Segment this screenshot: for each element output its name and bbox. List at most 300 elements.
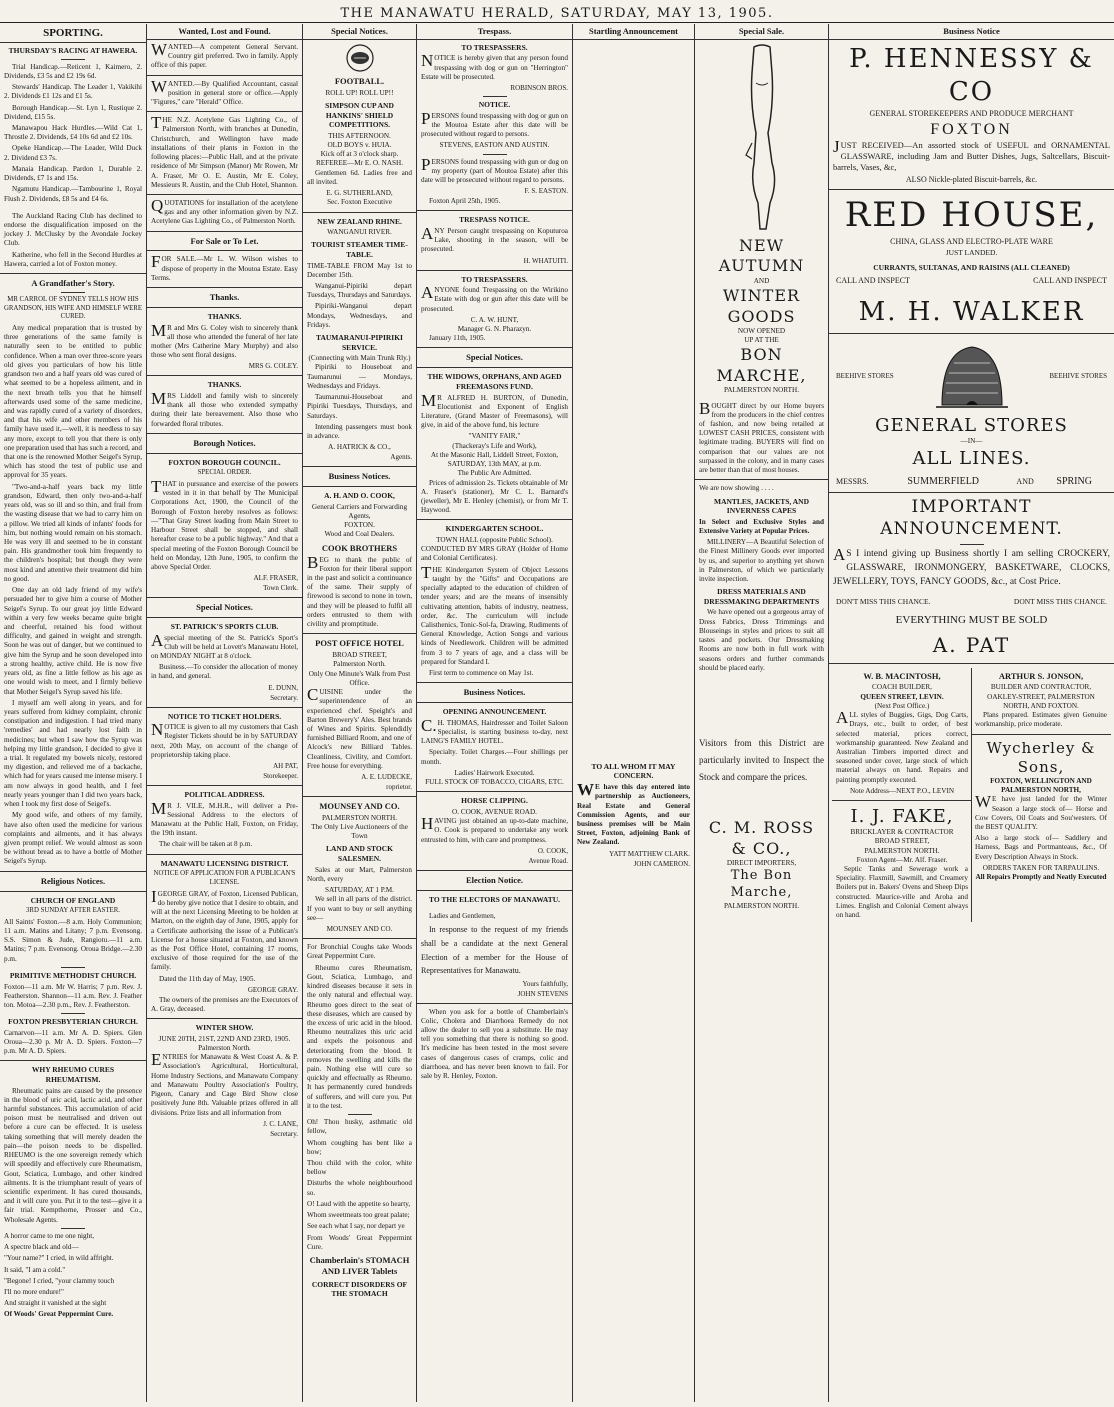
race-result: Opeke Handicap.—The Leader, Wild Duck 2. Dividend £3 7s.	[4, 144, 142, 162]
divider	[147, 307, 302, 308]
wycherley-title: Wycherley & Sons,	[986, 738, 1096, 776]
licensing-body: IGEORGE GRAY, of Foxton, Licensed Publican, do hereby give notice that I desire to obtain, and will at the next Licensing Meeting to be holden at Marton, on the eighth day of June, 1905, apply for a Certificate authorising the issue of a Publican's License for a house situated at Foxton, and known as the Post Office Hotel, containing 17 rooms, exclusive of those required for the use of the family.	[151, 886, 298, 972]
call-inspect-row	[833, 276, 1110, 286]
divider	[61, 292, 85, 293]
patrick-business: Business.—To consider the allocation of money in hand, and general.	[151, 663, 298, 681]
poem-line: Thou child with the color, white bellow	[307, 1159, 412, 1177]
fake-agent: Foxton Agent—Mr. Alf. Fraser.	[856, 855, 948, 864]
dress-materials: DRESS MATERIALS AND DRESSMAKING DEPARTMENTS	[703, 587, 820, 606]
currants: CURRANTS, SULTANAS, AND RAISINS (ALL CLEANED)	[873, 263, 1070, 273]
licensing-signature: GEORGE GRAY.	[247, 985, 298, 994]
horse-sub: O. COOK, AVENUE ROAD.	[452, 807, 537, 816]
section-heading: Thanks.	[209, 292, 240, 303]
beehive-left: BEEHIVE STORES	[836, 371, 894, 380]
summerfield-and: AND	[1016, 476, 1034, 486]
taumaranui-title: TAUMARANUI-PIPIRIKI SERVICE.	[316, 333, 403, 352]
wycherley-sub: FOXTON, WELLINGTON AND PALMERSTON NORTH,	[990, 776, 1092, 795]
mounsey-title: MOUNSEY AND CO.	[319, 800, 400, 811]
fake-body: Septic Tanks and Sewerage work a Speciality. Flaxmill, Sawmill, and Creamery Boilers put in. Bakers' Ovens and Sheep Dips constructed. Maurice-ville and Aroha and Limes. English and Colonial Cement always on hand.	[836, 864, 968, 920]
divider	[147, 597, 302, 598]
taumaranui-sub: (Connecting with Main Trunk Rly.)	[308, 354, 411, 363]
thomas-body: C.H. THOMAS, Hairdresser and Toilet Saloon Specialist, is starting business to-day, next LAING'S FAMILY HOTEL.	[421, 715, 568, 746]
poem-line: Whom coughing has bent like a bow;	[307, 1138, 412, 1156]
grandfather-title: A Grandfather's Story.	[31, 278, 115, 289]
section-heading: Business Notices.	[463, 687, 526, 698]
fake-street: BROAD STREET,	[874, 837, 930, 846]
horse-body: HAVING just obtained an up-to-date machine, O. Cook is prepared to undertake any work entrusted to him, with care and promptness.	[421, 814, 568, 844]
beehive-illustration	[927, 338, 1017, 414]
foxton-label: FOXTON	[930, 120, 1013, 138]
election-body: In response to the request of my friends shall be a candidate at the next General Election of a member for the House of Representatives for Manawatu.	[421, 925, 568, 976]
divider	[417, 702, 572, 703]
admission: Gentlemen 6d. Ladies free and all invited.	[307, 168, 412, 186]
poem-line: See each what I say, nor depart ye	[307, 1222, 405, 1231]
jonson-sub: BUILDER AND CONTRACTOR,	[990, 683, 1092, 692]
important-announcement: IMPORTANT ANNOUNCEMENT.	[880, 497, 1063, 540]
divider	[829, 663, 1114, 664]
divider	[147, 111, 302, 112]
fake-title: I. J. FAKE,	[850, 806, 954, 828]
divider	[832, 800, 972, 801]
burton-body: MR ALFRED H. BURTON, of Dunedin, Elocutionist and Exponent of English Literature, (Grand Master of Freemasons), will give, in aid of the above fund, his lecture	[421, 390, 568, 430]
kickoff: Kick off at 3 o'clock sharp.	[320, 150, 399, 159]
column-heading: Special Notices.	[303, 24, 416, 40]
trespass-role: Manager G. N. Pharazyn.	[457, 325, 532, 334]
rheumo-title: WHY RHEUMO CURES RHEUMATISM.	[31, 1065, 115, 1085]
mantles: MANTLES, JACKETS, AND INVERNESS CAPES	[713, 496, 810, 516]
divider	[417, 682, 572, 683]
up-at-the: UP AT THE	[744, 336, 779, 345]
column-heading: Trespass.	[417, 24, 572, 40]
column-special-notices	[302, 24, 416, 1402]
trespassers-title: TO TRESPASSERS.	[461, 42, 528, 52]
racing-title: THURSDAY'S RACING AT HAWERA.	[8, 46, 138, 56]
divider	[303, 466, 416, 467]
football-title: FOOTBALL.	[334, 75, 385, 86]
winter-body: ENTRIES for Manawatu & West Coast A. & P. Association's Agricultural, Horticultural, Home Industry Sections, and Manawatu Company and Manawatu Poultry Association's Poultry, Pigeon, Canary and Cage Bird Show close positively June 8th. Valuable prizes offered in all divisions. Prize lists and all information from	[151, 1050, 298, 1117]
council-role: Town Clerk.	[263, 584, 298, 593]
macintosh-sub: COACH BUILDER,	[872, 683, 932, 692]
winter-dates: JUNE 20TH, 21ST, 22ND AND 23RD, 1905.	[158, 1034, 291, 1043]
post-role: roprietor.	[386, 783, 412, 791]
council-title: FOXTON BOROUGH COUNCIL.	[168, 457, 281, 467]
divider	[303, 212, 416, 213]
poem-line: It said, "I am a cold."	[4, 1265, 66, 1274]
divider	[147, 785, 302, 786]
poem-line: A horror came to me one night,	[4, 1231, 95, 1240]
kindergarten-term: First term to commence on May 1st.	[429, 669, 534, 678]
rheumo-ad: Rheumo cures Rheumatism, Gout, Sciatica, Lumbago, and kindred diseases because it sets in the only natural and effectual way. Rheumo goes direct to the seat of these diseases, which are caused by the excess of uric acid in the blood. Rheumo neutralizes this uric acid and expels the poisonous and deteriorating from the blood. It removes the swelling and kills the pain. Nothing else will cure so quickly and effectually as Rheumo. It has permanently cured hundreds of sufferers, and will cure you. Put it to the test.	[307, 963, 412, 1110]
divider	[417, 347, 572, 348]
column-heading: Business Notice	[829, 24, 1114, 40]
wycherley-repairs: All Repairs Promptly and Neatly Executed	[975, 873, 1107, 882]
trespass-notice: NOTICE is hereby given that any person found trespassing with dog or gun on "Herrington" Estate will be prosecuted.	[421, 51, 568, 81]
all-lines: ALL LINES.	[912, 447, 1031, 469]
macintosh-address: QUEEN STREET, LEVIN.	[860, 692, 944, 701]
methodist-title: PRIMITIVE METHODIST CHURCH.	[9, 970, 137, 980]
cook-place: FOXTON.	[344, 521, 375, 530]
divider	[147, 75, 302, 76]
cook-body: BEG to thank the public of Foxton for their liberal support in the past and solicit a continuance of the same. Their supply of firewood is second to none in town, and they will be pleased to fulfil all orders entrusted to them with civility and promptitude.	[307, 552, 412, 629]
trespass-signature: H. WHATUITI.	[523, 256, 568, 265]
rheumo-body: Rheumatic pains are caused by the presence in the blood of uric acid, lactic acid, and other harmful substances. This accumulation of acid poison must be neutralised and driven out before a cure can be effected. It is useless taking something that will merely deaden the pain—the poison needs to be dispelled. RHEUMO is the one sovereign remedy which will speedily and effectively cure Rheumatism, Gout, Sciatica, Lumbago, and other kindred ailments. It is the triumphant result of years of scientific experiment. It has cured thousands, and it will cure you. Put it to the test—give it a fair trial. Kempthorne, Prosser and Co., Wholesale Agents.	[4, 1086, 142, 1224]
political-chair: The chair will be taken at 8 p.m.	[159, 840, 253, 849]
jonson-title: ARTHUR S. JONSON,	[998, 670, 1084, 681]
divider	[829, 492, 1114, 493]
race-result: Borough Handicap.—St. Lyn 1, Rustique 2. Dividend, £15 5s.	[4, 103, 142, 121]
hatrick-signature: A. HATRICK & CO.,	[328, 443, 391, 452]
beehive-right: BEEHIVE STORES	[1049, 371, 1107, 380]
divider	[147, 287, 302, 288]
macintosh-body: ALL styles of Buggies, Gigs, Dog Carts, Drays, etc., built to order, of best selected material, prices correct, workmanship guaranteed. New Zealand and Australian Timbers imported direct and seasoned under cover, large stock of which material always on hand. Repairs and painting promptly executed.	[836, 708, 968, 784]
licensing-owners: The owners of the premises are the Executors of A. Gray, deceased.	[151, 995, 298, 1013]
divider	[417, 791, 572, 792]
river: WANGANUI RIVER.	[327, 228, 392, 237]
steamer-title: TOURIST STEAMER TIME-TABLE.	[311, 240, 408, 259]
divider	[960, 544, 984, 545]
divider	[147, 231, 302, 232]
article-paragraph: Any medical preparation that is trusted by three generations of the same family is naturally seen to be entitled to public confidence. When a man over three-score years old gives you particulars of how his little grandson two and a half years old was cured of what seemed to be a hopeless ailment, and in the next breath tells you that he himself afterwards used some of the same medicine, and was rapidly cured of a variety of disorders, and that his wife and other members of his family have used it,—well, it is needless to say any more, except to tell you that there is only one preparation used that has such a record, and that one is the renowned Mother Seigel's Syrup, which has stood the test of public use and approval for 35 years.	[4, 323, 142, 480]
ticket-signature: AH PAT,	[273, 762, 298, 771]
section-heading: Business Notices.	[328, 471, 391, 482]
new-autumn: NEW AUTUMN	[718, 235, 805, 276]
just-received: JUST RECEIVED—An assorted stock of USEFUL and ORNAMENTAL GLASSWARE, including Jam and Butter Dishes, Jugs, Saltcellars, Biscuit-barrels, Vases, &c,	[833, 137, 1110, 172]
poem-line: "Your name?" I cried, in wild affright.	[4, 1254, 114, 1263]
divider	[0, 1060, 146, 1061]
summerfield-name: SUMMERFIELD	[907, 475, 980, 487]
trespass-notice: PERSONS found trespassing with gun or dog on my property (part of Moutoa Estate) after this date will be prosecuted without regard to persons.	[421, 154, 568, 184]
notice-title: NOTICE.	[478, 100, 511, 110]
post-place: Palmerston North.	[333, 660, 386, 669]
partner-signature: JOHN CAMERON.	[633, 859, 690, 868]
miss-left: DON'T MISS THIS CHANCE.	[836, 597, 931, 607]
opening-title: OPENING ANNOUNCEMENT.	[442, 707, 547, 717]
presbyterian-services: Carnarvon—11 a.m. Mr A. D. Spiers. Glen Oroua—2.30 p. Mr A. D. Spiers. Foxton—7 p.m. Mr A. D. Spiers.	[4, 1028, 142, 1056]
this-afternoon: THIS AFTERNOON.	[328, 131, 391, 140]
fake-place: PALMERSTON NORTH.	[864, 846, 940, 855]
column-special-sale	[694, 24, 828, 1402]
walker-title: M. H. WALKER	[858, 297, 1085, 328]
cook-brothers: COOK BROTHERS	[321, 542, 398, 553]
millinery: MILLINERY—A Beautiful Selection of the Finest Millinery Goods ever imported by us, and superior to anything yet shown in Palmerston, of which we particularly invite inspection.	[699, 538, 824, 584]
acetylene-quote: QUOTATIONS for installation of the acetylene gas and any other information given by N.Z. Acetylene Gas Lighting Co., of Palmerston North.	[151, 195, 298, 226]
widows-title: THE WIDOWS, ORPHANS, AND AGED FREEMASONS FUND.	[427, 372, 562, 391]
concern-title: TO ALL WHOM IT MAY CONCERN.	[591, 761, 676, 781]
chamberlain-tagline: CORRECT DISORDERS OF THE STOMACH	[311, 1279, 408, 1299]
china-glass: CHINA, GLASS AND ELECTRO-PLATE WARE	[890, 237, 1053, 247]
just-landed: JUST LANDED.	[945, 247, 998, 257]
partner-signature: YATT MATTHEW CLARK.	[609, 849, 690, 858]
trespass-signature: STEVENS, EASTON AND AUSTIN.	[439, 141, 550, 150]
trespass-notice-title: TRESPASS NOTICE.	[459, 215, 530, 225]
church-subtitle: 3RD SUNDAY AFTER EASTER.	[26, 907, 120, 915]
ticket-body: NOTICE is given to all my customers that Cash Register Tickets should be in by SATURDAY next, 20th May, on account of the change of proprietorship taking place.	[151, 720, 298, 759]
post-office-hotel: POST OFFICE HOTEL	[315, 638, 404, 649]
column-wanted	[146, 24, 302, 1402]
timetable: TIME-TABLE FROM May 1st to December 15th.	[307, 261, 412, 279]
bon-marche: BON MARCHE,	[716, 345, 807, 385]
race-result: Ngamutu Handicap.—Tambourine 1, Royal Flush 2. Dividends, £8 5s and £4 6s.	[4, 185, 142, 203]
and-label: AND	[753, 276, 770, 285]
post-signature: A. E. LUDECKE,	[361, 773, 412, 782]
poem-line: Whom sweetmeats too great palate;	[307, 1211, 410, 1220]
sales: Sales at our Mart, Palmerston North, every	[307, 865, 412, 883]
wycherley-orders: ORDERS TAKEN FOR TARPAULINS.	[982, 863, 1100, 872]
cook-sub: General Carriers and Forwarding Agents,	[311, 502, 408, 521]
poem-line: Of Woods' Great Peppermint Cure.	[4, 1310, 114, 1319]
football-icon	[345, 43, 375, 73]
public-admitted: The Public Are Admitted.	[457, 469, 532, 478]
visitors: Visitors from this District are particularly invited to Inspect the Stock and compare the prices.	[699, 737, 824, 783]
election-salutation: Ladies and Gentlemen,	[429, 912, 496, 921]
grandfather-subtitle: MR CARROL OF SYDNEY TELLS HOW HIS GRANDSON, HIS WIFE AND HIMSELF WERE CURED.	[4, 295, 142, 321]
divider	[147, 194, 302, 195]
race-result: Manawapou Hack Hurdles.—Wild Cat 1, Throstle 2. Dividends, £4 10s 6d and £2 10s.	[4, 123, 142, 142]
wanted-ad: WANTED—A competent General Servant. Country girl preferred. Two in family. Apply office of this paper.	[151, 39, 298, 70]
divider	[417, 890, 572, 891]
bronchial-ad: For Bronchial Coughs take Woods Great Peppermint Cure.	[307, 943, 412, 961]
race-result: Stewards' Handicap. The Leader 1, Vakikihi 2. Dividends £1 12s and £1 5s.	[4, 83, 142, 101]
divider	[303, 796, 416, 797]
divider	[303, 633, 416, 634]
football-signature: E. G. SUTHERLAND,	[326, 189, 393, 198]
trespass-notice: ANY Person caught trespassing on Koputuroa Lake, shooting in the season, will be prosecuted.	[421, 223, 568, 254]
thanks-body: MR and Mrs G. Coley wish to sincerely thank all those who attended the funeral of her late mother (Mrs Catherine Mary Murphy) and also those who sent floral designs.	[151, 320, 298, 360]
chamberlain-tablets: Chamberlain's STOMACH AND LIVER Tablets	[309, 1254, 410, 1276]
patrick-body: Aspecial meeting of the St. Patrick's Sport's Club will be held at Lovett's Manawatu Hotel, on MONDAY NIGHT at 8 o'clock.	[151, 630, 298, 661]
trespassers-title: TO TRESPASSERS.	[461, 274, 528, 284]
full-stock: FULL STOCK OF TOBACCO, CIGARS, ETC.	[425, 778, 564, 787]
poem-line: Oh! Thou husky, asthmatic old fellow,	[307, 1118, 412, 1136]
divider	[348, 1114, 372, 1115]
column-sporting	[0, 24, 146, 1402]
divider	[417, 1003, 572, 1004]
timetable-line: Pipiriki-Wanganui depart Mondays, Wednesdays, and Fridays.	[307, 302, 412, 329]
trespass-signature: C. A. W. HUNT,	[470, 315, 519, 324]
poem-line: "Begone! I cried, "your clammy touch	[4, 1276, 115, 1285]
everything-sold: EVERYTHING MUST BE SOLD	[895, 613, 1048, 626]
divider	[61, 59, 85, 60]
trespass-date: January 11th, 1905.	[429, 334, 486, 343]
special-order: SPECIAL ORDER.	[197, 469, 252, 477]
section-heading: Election Notice.	[465, 874, 524, 885]
kindergarten-body: THE Kindergarten System of Object Lessons taught by the "Gifts" and Occupations are specially adapted to the education of children of tender years; and are the means of insensibly cultivating attention, habits of industry, neatness, order, &c. The curriculum will include Calisthenics, Tonic-Sol-fa, Drawing, Rudiments of General Knowledge, Action Songs and various kinds of Needlework. Children will be admitted from 3 to 7 years of age, and a class will be prepared for Standard I.	[421, 562, 568, 666]
bottom-ads	[833, 668, 1110, 923]
divider	[829, 189, 1114, 190]
giving-up: AS I intend giving up Business shortly I am selling CROCKERY, GLASSWARE, IRONMONGERY, BASKETWARE, CLOCKS, JEWELLERY, TOYS, FANCY GOODS, &c., at Cost Price.	[833, 544, 1110, 587]
trespass-notice: PERSONS found trespassing with dog or gun on the Moutoa Estate after this date will be prosecuted without regard to persons.	[421, 108, 568, 139]
article-paragraph: "Two-and-a-half years back my little grandson, Edward, then only two-and-a-half years old, was so ill and so thin, and frail from the wasting disease that we had to carry him on a pillow. We tried all kinds of infants' foods for him, but nothing would remain on his stomach. He was very ill and seemed to be in constant pain. His grandmother took him frequently to the children's hospital; but though they were most kind and attentive their treatment did him no good.	[4, 482, 142, 583]
divider	[417, 270, 572, 271]
column-startling	[572, 24, 694, 1402]
divider	[147, 1018, 302, 1019]
partnership-body: WE have this day entered into partnership as Auctioneers, Real Estate and General Commission Agents, and our business premises will be Main Street, Foxton, adjoining Bank of New Zealand.	[577, 780, 690, 847]
trespass-signature: F. S. EASTON.	[524, 187, 568, 196]
divider	[147, 250, 302, 251]
miss-row	[833, 597, 1110, 607]
methodist-services: Foxton—11 a.m. Mr W. Harris; 7 p.m. Rev. J. Featherston. Shannon—11 a.m. Rev. J. Feather ton. Motoa—2.30 p.m., Rev. J. Featherston.	[4, 982, 142, 1009]
roll-up: ROLL UP! ROLL UP!!	[325, 88, 394, 97]
thanks-signature: MRS G. COLEY.	[248, 362, 298, 371]
wycherley-also: Also a large stock of— Saddlery and Harness, Bags and Portmanteaus, &c., Of Every Description Always in Stock.	[975, 834, 1107, 861]
trespass-notice: ANYONE found Trespassing on the Wirikino Estate with dog or gun after this date will be prosecuted.	[421, 283, 568, 313]
column-heading: SPORTING.	[0, 24, 146, 43]
religious-heading: Religious Notices.	[40, 875, 106, 886]
palmerston-north: PALMERSTON NORTH.	[723, 386, 800, 395]
ticket-prices: Prices of admission 2s. Tickets obtainable of Mr A. Fraser's (stationer), Mr C. L. Barnard's (jeweller), Mr E. Henley (chemist), or from Mr T. Haywood.	[421, 478, 568, 515]
licensing-title: MANAWATU LICENSING DISTRICT.	[160, 858, 289, 868]
beehive-row	[833, 338, 1110, 414]
race-result: Trial Handicap.—Reticent 1, Kaimero, 2. Dividends, £3 5s and £2 19s 6d.	[4, 62, 142, 80]
summerfield-row	[833, 476, 1110, 489]
select-styles: In Select and Exclusive Styles and Extensive Variety at Popular Prices.	[699, 517, 824, 535]
cholera-ad: When you ask for a bottle of Chamberlain's Colic, Cholera and Diarrhoea Remedy do not allow the dealer to sell you a substitute. He may tell you something that there is nothing so good. It's medicine has been tested in the most severe cases of dangerous cases of cramps, colic and diarrhoea, and has never been known to fail. For sale by R. Henley, Foxton.	[421, 1007, 568, 1081]
a-pat: A. PAT	[932, 632, 1011, 657]
column-heading: Startling Announcement	[573, 24, 694, 40]
poem-line: From Woods' Great Peppermint Cure.	[307, 1233, 412, 1251]
section-heading: Borough Notices.	[193, 437, 256, 448]
general-stores: GENERAL STORES	[875, 415, 1068, 437]
rhine-title: NEW ZEALAND RHINE.	[317, 216, 402, 226]
masthead-title: THE MANAWATU HERALD, SATURDAY, MAY 13, 1905.	[340, 6, 774, 21]
beehive-icon	[932, 341, 1012, 411]
article-paragraph: My good wife, and others of my family, have also often used the medicine for various complaints and ailments, and it has always given prompt relief. We would almost as soon be without bread as to have a bottle of Mother Seigel's Syrup.	[4, 811, 142, 866]
poem-line: I'll no more endure!"	[4, 1287, 64, 1296]
direct-importers: DIRECT IMPORTERS,	[726, 859, 797, 868]
divider	[0, 273, 146, 274]
section-heading: For Sale or To Let.	[190, 235, 259, 246]
vanity-sub: (Thackeray's Life and Work),	[452, 441, 537, 450]
political-title: POLITICAL ADDRESS.	[184, 789, 265, 799]
race-result: Manaia Handicap. Pardon 1, Durable 2. Dividends, £7 1s and 15s.	[4, 164, 142, 183]
patrick-signature: E. DUNN,	[268, 683, 298, 692]
thanks-title: THANKS.	[207, 312, 242, 321]
divider	[971, 734, 1111, 735]
bought-body: BOUGHT direct by our Home buyers from the producers in the chief centres of fashion, and now being retailed at LOWEST CASH PRICES, consistent with legitimate trading. BUYERS will find on comparison that our values are not surpassed in the colony, and in many cases are better than that of most houses.	[699, 398, 824, 475]
winter-goods: WINTER GOODS	[722, 286, 801, 326]
poem-line: O! Laud with the appetite so hearty,	[307, 1199, 411, 1208]
summerfield-spring: SPRING	[1056, 475, 1092, 487]
divider	[303, 938, 416, 939]
divider	[483, 96, 507, 97]
masthead-rule	[0, 22, 1114, 23]
column-heading: Special Sale.	[695, 24, 828, 40]
divider	[61, 1228, 85, 1229]
ross-title: C. M. ROSS & CO.,	[708, 818, 815, 858]
column-trespass	[416, 24, 572, 1402]
intending: Intending passengers must book in advance.	[307, 422, 412, 440]
post-body: CUISINE under the superintendence of an experienced chef. Speight's and Barton Brewery's' Ales. Best brands of Wines and Spirits. Splendidly furnished Billiard Room, and one of Alcock's new Billiard Tables. Cleanliness, Civility, and Comfort. Free house for everything.	[307, 685, 412, 770]
for-sale-ad: FOR SALE.—Mr L. W. Wilson wishes to dispose of property in the Moutoa Estate. Easy Terms.	[151, 252, 298, 282]
post-walk: Only One Minute's Walk from Post Office.	[308, 669, 411, 687]
kindergarten-sub: TOWN HALL (opposite Public School).	[436, 535, 553, 544]
divider	[417, 367, 572, 368]
masonic-hall: At the Masonic Hall, Liddell Street, Foxton,	[430, 450, 559, 459]
church-services: All Saints' Foxton.—8 a.m. Holy Communion; 11 a.m. Matins and Litany; 7 p.m. Evensong. S.S. Simon & Jude, Rangiotu.—11 a.m. Matins; 7 p.m. Evensong. Oroua Bridge.—2.30 p.m.	[4, 917, 142, 963]
macintosh-title: W. B. MACINTOSH,	[863, 670, 941, 681]
football-role: Sec. Foxton Executive	[327, 198, 392, 207]
red-house: RED HOUSE,	[844, 194, 1099, 235]
macintosh-agent: Note Address—NEXT P.O., LEVIN	[849, 786, 955, 795]
election-signature: JOHN STEVENS	[517, 989, 568, 998]
summerfield-messrs: MESSRS.	[836, 476, 869, 486]
winter-place: Palmerston North.	[198, 1044, 251, 1053]
fake-sub: BRICKLAYER & CONTRACTOR	[850, 828, 954, 837]
land-stock: LAND AND STOCK SALESMEN.	[326, 844, 393, 864]
shield-title: SIMPSON CUP AND HANKINS' SHIELD COMPETITIONS.	[325, 100, 394, 130]
post-street: BROAD STREET,	[332, 651, 387, 660]
miss-right: DONT MISS THIS CHANCE.	[1013, 597, 1107, 607]
mounsey-place: PALMERSTON NORTH.	[321, 813, 398, 822]
winter-signature: J. C. LANE,	[263, 1119, 298, 1128]
saturday: SATURDAY, AT 1 P.M.	[325, 886, 394, 895]
political-body: MR J. VILE, M.H.R., will deliver a Pre-Sessional Address to the electors of Manawatu at the Public Hall, Foxton, on Friday, the 19th instant.	[151, 798, 298, 838]
taumaranui-line: Pipiriki to Houseboat and Taumarunui — Mondays, Wednesdays and Fridays.	[307, 363, 412, 390]
licensing-subtitle: NOTICE OF APPLICATION FOR A PUBLICAN'S LICENSE.	[153, 870, 296, 886]
thomas-specialty: Specialty. Toilet Charges.—Four shillings per month.	[421, 748, 568, 766]
vanity-fair: "VANITY FAIR,"	[468, 432, 521, 441]
divider	[147, 617, 302, 618]
trespass-signature: ROBINSON BROS.	[510, 84, 568, 93]
nickle-plated: ALSO Nickle-plated Biscuit-barrels, &c.	[905, 174, 1038, 184]
divider	[61, 967, 85, 968]
jonson-body: Plans prepared. Estimates given Genuine workmanship, price moderate.	[975, 711, 1107, 729]
general-storekeepers: GENERAL STOREKEEPERS AND PRODUCE MERCHANT	[869, 109, 1074, 119]
council-signature: ALF. FRASER,	[253, 574, 298, 583]
jonson-address: OAKLEY-STREET, PALMERSTON NORTH, AND FOXTON.	[987, 692, 1095, 710]
taumaranui-line: Taumarunui-Houseboat and Pipiriki Tuesdays, Thursdays, and Saturdays.	[307, 393, 412, 420]
wood-coal: Wood and Coal Dealers.	[324, 530, 395, 539]
section-heading: Special Notices.	[466, 352, 523, 363]
column-heading: Wanted, Lost and Found.	[147, 24, 302, 40]
divider	[147, 375, 302, 376]
acetylene-ad: THE N.Z. Acetylene Gas Lighting Co., of Palmerston North, with branches at Dunedin, Christchurch, and Wellington have made installations of their plants in Foxton in the following places:—Public Hall, and at the private residence of Mr Simpson (Manor) Mr Rowen, Mr A. Fraser, Mr O. E. Austin, Mr E. Coley, Messieurs R. Austin, and the Club Hotel, Shannon.	[151, 113, 298, 189]
divider	[417, 870, 572, 871]
presbyterian-title: FOXTON PRESBYTERIAN CHURCH.	[8, 1017, 138, 1027]
referee: REFEREE—Mr E. O. NASH.	[315, 159, 404, 168]
call-inspect-right: CALL AND INSPECT	[1033, 275, 1107, 285]
thanks-title: THANKS.	[207, 380, 242, 390]
divider	[417, 519, 572, 520]
poem-line: Disturbs the whole neighbourhood so.	[307, 1179, 412, 1197]
kindergarten-title: KINDERGARTEN SCHOOL.	[445, 524, 544, 534]
pointing-hand-icon	[732, 43, 792, 233]
in-label: —IN—	[960, 437, 983, 446]
horse-role: Avenue Road.	[528, 856, 568, 865]
section-heading: Special Notices.	[196, 602, 253, 613]
ladies-hairwork: Ladies' Hairwork Executed.	[454, 768, 535, 777]
poem-line: And straight it vanished at the sight	[4, 1299, 107, 1308]
council-body: THAT in pursuance and exercise of the powers vested in it in that behalf by The Municipal Corporations Act, 1900, the Council of the Borough of Foxton hereby resolves as follows:—"That Gray Street leading from Main Street to Harbour Street shall be stopped, and shall hereafter cease to be a public highway." And that a special meeting of the Foxton Borough Council be held on Monday, 12th June, 1905, to confirm the above Special Order.	[151, 477, 298, 572]
electors-title: TO THE ELECTORS OF MANAWATU.	[428, 894, 561, 904]
now-showing: We are now showing . . . .	[699, 484, 774, 493]
club-note: The Auckland Racing Club has declined to endorse the disqualification imposed on the jockey J. McClusky by the Avondale Jockey Club.	[4, 211, 142, 248]
thanks-body: MRS Liddell and family wish to sincerely thank all those who extended sympathy during their late bereavement. Also those who forwarded floral tributes.	[151, 389, 298, 428]
article-paragraph: One day an old lady friend of my wife's persuaded her to give him a course of Mother Seigel's Syrup. To our great joy little Edward within a very few weeks became quite bright and cheerful, retained his food without difficulty, and gained in weight and strength. Soon he was out of danger, but we continued to give him the Syrup and he soon developed into a strong healthy, active child. He is now five years old, as fine a little fellow as his age as one would wish to meet, and I firmly believe that Mother Seigel's Syrup saved his life.	[4, 586, 142, 696]
palmerston-north-footer: PALMERSTON NORTH.	[723, 901, 800, 910]
divider	[303, 486, 416, 487]
divider	[0, 891, 146, 892]
timetable-line: Wanganui-Pipiriki depart Tuesdays, Thursdays and Saturdays.	[307, 281, 412, 300]
winter-role: Secretary.	[270, 1129, 298, 1138]
cook-title: A. H. AND O. COOK,	[324, 491, 395, 501]
patrick-title: ST. PATRICK'S SPORTS CLUB.	[170, 622, 279, 632]
trespass-date: Foxton April 25th, 1905.	[429, 197, 501, 206]
sell: We sell in all parts of the district. If you want to buy or sell anything see—	[307, 895, 412, 922]
wycherley-body: WE have just landed for the Winter Season a large stock of— Horse and Cow Covers, Oil Coats and Sou'westers. Of the BEST QUALITY.	[975, 792, 1107, 831]
divider	[147, 433, 302, 434]
now-opened: NOW OPENED	[737, 326, 786, 335]
